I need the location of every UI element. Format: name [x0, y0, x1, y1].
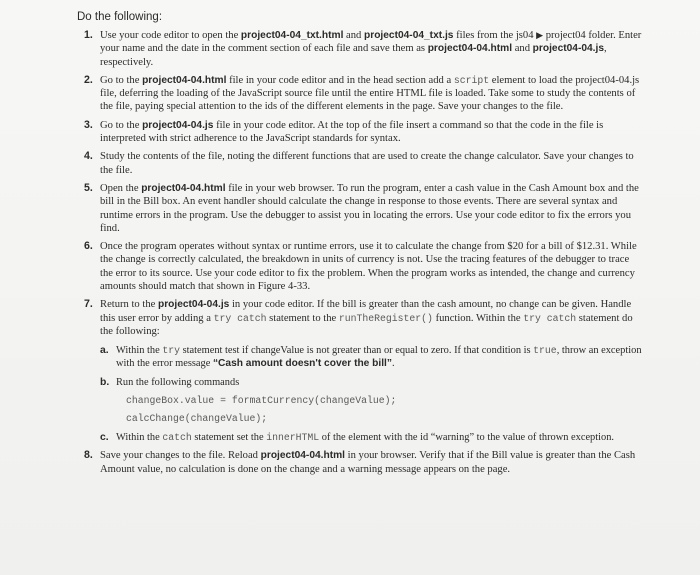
sub-item-text [116, 344, 642, 370]
text-run: file in your web browser. To run the program, enter a cash value in the Cash Amount box and the bill in the Bill box. An event handler should calculate the change in response to those events. There are several syntax and runtime errors in the program. Use the debugger to assist you in locating the errors. Use your code editor to fix the errors you find. [100, 182, 639, 234]
text-run: file in your code editor and in the head section add a [226, 74, 454, 86]
arrow-right-icon: ▶ [536, 30, 544, 40]
inline-code: script [453, 74, 490, 86]
text-run: project04 folder. Enter your name and the date in the comment section of each file and save them as [100, 30, 642, 55]
sub-item-letter: b. [100, 377, 110, 389]
text-run: Once the program operates without syntax or runtime errors, use it to calculate the change from $20 for a bill of $12.31. While the change is correctly calculated, the breakdown in units of currency is not. Use the tracing features of the debugger to trace the error to its source. Use your code editor to fix the problem. When the program works as intended, the change and currency amounts should match that shown in Figure 4-33. [100, 241, 637, 293]
bold-text: project04-04.html [141, 182, 226, 194]
inline-code: try [162, 345, 180, 357]
sub-item-letter: a. [100, 345, 109, 357]
step-text [100, 119, 642, 146]
text-run: and [512, 43, 533, 55]
bold-text: project04-04.js [142, 119, 214, 131]
list-item [84, 29, 642, 69]
text-run: and [343, 30, 364, 41]
text-run: statement to the [266, 312, 339, 324]
text-run: Run the following commands [116, 377, 240, 389]
steps-list [0, 29, 700, 476]
code-line: calcChange(changeValue); [126, 413, 268, 425]
inline-code: try catch [213, 312, 267, 324]
code-block [126, 394, 642, 425]
bold-text: project04-04.js [532, 43, 605, 55]
step-text [100, 150, 642, 177]
list-item [84, 181, 642, 235]
bold-text: project04-04.html [427, 43, 513, 55]
bold-text: project04-04.html [260, 450, 345, 462]
inline-code: innerHTML [266, 432, 320, 444]
step-number: 7. [84, 298, 93, 311]
step-text [100, 74, 642, 114]
step-number: 3. [84, 118, 93, 131]
text-run: statement do the following: [100, 312, 633, 337]
sub-item [100, 376, 642, 425]
step-text [100, 449, 642, 476]
text-run: files from the js04 [453, 30, 537, 41]
text-run: statement set the [191, 432, 267, 444]
bold-text: “Cash amount doesn't cover the bill” [212, 358, 392, 370]
text-run: statement test if changeValue is not greater than or equal to zero. If that condition is [179, 345, 534, 357]
heading: Do the following: [77, 11, 163, 23]
bold-text: project04-04_txt.js [364, 30, 454, 41]
step-number: 4. [84, 150, 93, 163]
inline-code: true [533, 345, 557, 357]
step-text [100, 182, 642, 235]
text-run: element to load the project04-04.js file, deferring the loading of the JavaScript source file until the entire HTML file is loaded. Take some to study the contents of the file, paying special attention to the ids of the different elements in the page. Save your changes to the file. [100, 74, 640, 113]
list-item [84, 449, 642, 476]
text-run: Return to the [100, 299, 158, 311]
sub-item [100, 431, 642, 444]
text-run: Save your changes to the file. Reload [100, 450, 261, 462]
text-run: , respectively. [100, 43, 607, 68]
text-run: function. Within the [432, 312, 524, 324]
step-number: 8. [84, 449, 93, 462]
step-text [100, 240, 642, 293]
step-text [100, 298, 642, 338]
text-run: file in your code editor. At the top of the file insert a command so that the code in the file is interpreted with strict adherence to the JavaScript standards for syntax. [100, 119, 604, 145]
bold-text: project04-04.js [157, 299, 230, 311]
text-run: Open the [100, 182, 142, 194]
step-text [100, 29, 642, 69]
list-item [84, 118, 642, 146]
text-run: in your code editor. If the bill is greater than the cash amount, no change can be given. Handle this user error by adding a [100, 299, 632, 324]
step-number: 2. [84, 73, 93, 86]
list-item [84, 150, 642, 177]
text-run: . [392, 358, 395, 370]
list-item [84, 240, 642, 293]
code-line: changeBox.value = formatCurrency(changeValue); [126, 395, 397, 407]
text-run: Study the contents of the file, noting the different functions that are used to create the change calculator. Save your changes to the file. [100, 151, 634, 176]
step-number: 5. [84, 181, 93, 194]
inline-code: try catch [523, 312, 577, 324]
text-run: Go to the [100, 119, 143, 131]
inline-code: runTheRegister() [338, 312, 433, 324]
text-run: Use your code editor to open the [100, 30, 241, 41]
bold-text: project04-04.html [142, 74, 227, 86]
list-item [84, 73, 642, 114]
text-run: Within the [116, 432, 163, 444]
bold-text: project04-04_txt.html [240, 30, 344, 41]
inline-code: catch [162, 432, 192, 444]
sub-item-text [116, 431, 642, 444]
sub-item [100, 344, 642, 370]
text-run: Go to the [100, 74, 143, 86]
list-item [84, 298, 642, 444]
sub-item-text [116, 376, 642, 389]
text-run: in your browser. Verify that if the Bill value is greater than the Cash Amount value, no calculation is done on the change and a warning message appears on the page. [100, 450, 636, 475]
text-run: , throw an exception with the error message [116, 345, 642, 370]
text-run: Within the [116, 345, 163, 357]
sub-item-letter: c. [100, 432, 109, 444]
text-run: of the element with the id “warning” to the value of thrown exception. [319, 432, 615, 444]
step-number: 1. [84, 29, 93, 41]
step-number: 6. [84, 240, 93, 253]
